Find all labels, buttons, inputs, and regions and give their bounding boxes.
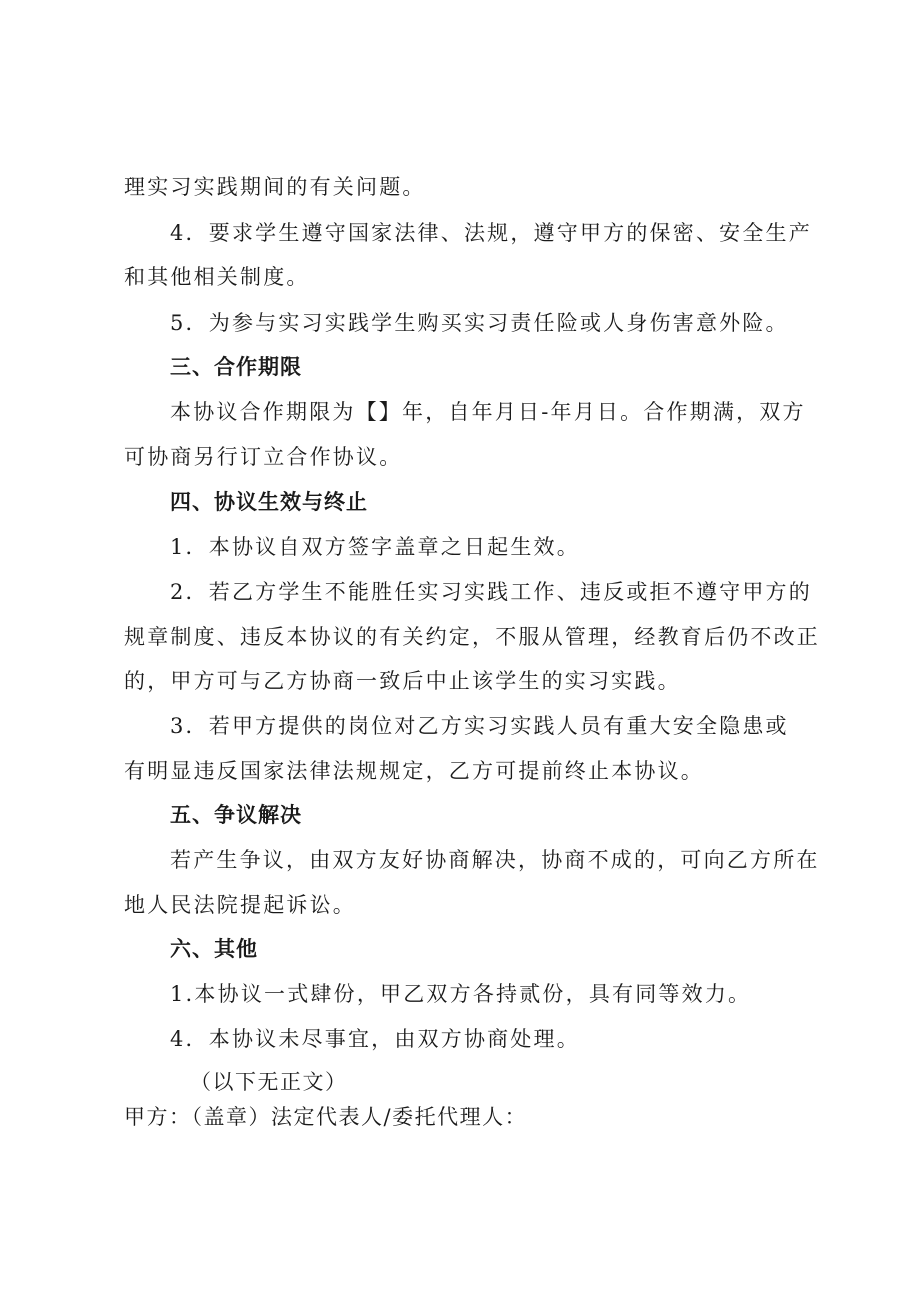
clause-4-2-continuation-1: 规章制度、违反本协议的有关约定，不服从管理，经教育后仍不改正: [124, 625, 820, 649]
clause-4-3-continuation: 有明显违反国家法律法规规定，乙方可提前终止本协议。: [124, 759, 704, 783]
section-heading-dispute-resolution: 五、争议解决: [170, 803, 302, 827]
section-heading-effectiveness-termination: 四、协议生效与终止: [170, 490, 368, 514]
paragraph-continuation: 理实习实践期间的有关问题。: [124, 175, 426, 199]
clause-6-1: 1.本协议一式肆份，甲乙双方各持贰份，具有同等效力。: [170, 982, 752, 1006]
section-heading-other: 六、其他: [170, 937, 258, 961]
clause-2-4-continuation: 和其他相关制度。: [124, 265, 310, 289]
clause-4-2-continuation-2: 的，甲方可与乙方协商一致后中止该学生的实习实践。: [124, 669, 681, 693]
dispute-resolution-text-continuation: 地人民法院提起诉讼。: [124, 893, 356, 917]
party-a-signature-line: 甲方：（盖章）法定代表人/委托代理人：: [124, 1105, 528, 1129]
cooperation-period-text-continuation: 可协商另行订立合作协议。: [124, 445, 403, 469]
clause-4-3: 3．若甲方提供的岗位对乙方实习实践人员有重大安全隐患或: [170, 714, 789, 738]
clause-2-4: 4．要求学生遵守国家法律、法规，遵守甲方的保密、安全生产: [170, 221, 812, 245]
dispute-resolution-text: 若产生争议，由双方友好协商解决，协商不成的，可向乙方所在: [170, 848, 820, 872]
cooperation-period-text: 本协议合作期限为【】年，自年月日-年月日。合作期满，双方: [170, 400, 806, 424]
clause-6-4: 4．本协议未尽事宜，由双方协商处理。: [170, 1027, 580, 1051]
clause-2-5: 5．为参与实习实践学生购买实习责任险或人身伤害意外险。: [170, 311, 789, 335]
clause-4-1: 1．本协议自双方签字盖章之日起生效。: [170, 535, 580, 559]
no-further-text-note: （以下无正文）: [190, 1070, 348, 1094]
clause-4-2: 2．若乙方学生不能胜任实习实践工作、违反或拒不遵守甲方的: [170, 580, 812, 604]
section-heading-cooperation-period: 三、合作期限: [170, 355, 302, 379]
